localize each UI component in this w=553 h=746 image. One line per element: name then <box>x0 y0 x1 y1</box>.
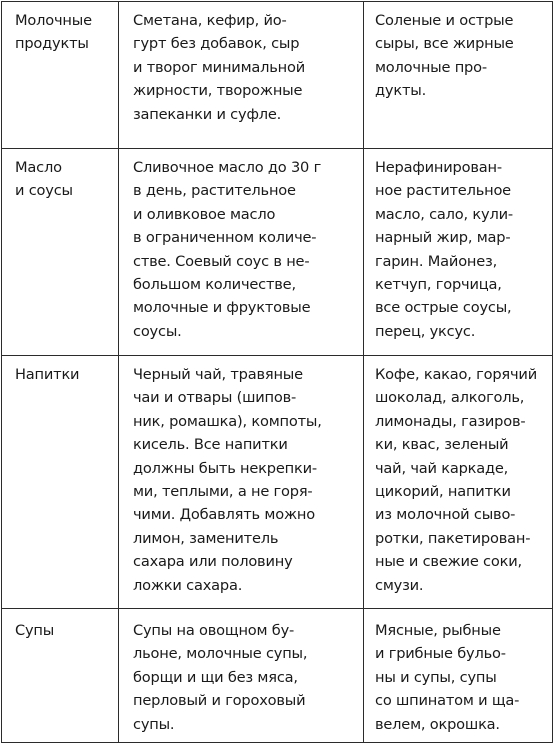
category-cell <box>2 356 119 609</box>
recommended-cell <box>119 2 364 149</box>
recommended-text: Супы на овощном бу- льоне, молочные супы, борщи и щи без мяса, перловый и гороховый супы. <box>133 622 308 733</box>
table-row-soups <box>2 609 553 743</box>
forbidden-cell <box>364 356 553 609</box>
recommended-cell <box>119 149 364 356</box>
recommended-cell <box>119 356 364 609</box>
recommended-text: Сметана, кефир, йо- гурт без добавок, сыр и творог минимальной жирности, творожные запеканки и суфле. <box>133 12 306 123</box>
table-row-dairy <box>2 2 553 149</box>
category-cell <box>2 609 119 743</box>
category-label: Молочные продукты <box>15 12 92 53</box>
forbidden-cell <box>364 2 553 149</box>
category-cell <box>2 149 119 356</box>
forbidden-text: Кофе, какао, горячий шоколад, алкоголь, лимонады, газиров- ки, квас, зеленый чай, чай каркаде, цикорий, напитки из молочной сыво- ротки, пакетирован- ные и свежие соки, смузи. <box>375 366 537 594</box>
table-row-oils <box>2 149 553 356</box>
category-cell <box>2 2 119 149</box>
category-label: Масло и соусы <box>15 159 73 200</box>
forbidden-text: Мясные, рыбные и грибные бульо- ны и супы, супы со шпинатом и ща- велем, окрошка. <box>375 622 520 733</box>
table-row-drinks <box>2 356 553 609</box>
forbidden-cell <box>364 149 553 356</box>
recommended-text: Сливочное масло до 30 г в день, растительное и оливковое масло в ограниченном количе- стве. Соевый соус в не- большом количестве, молочные и фруктовые соусы. <box>133 159 322 340</box>
category-label: Напитки <box>15 366 80 383</box>
forbidden-cell <box>364 609 553 743</box>
diet-table <box>1 1 553 743</box>
recommended-cell <box>119 609 364 743</box>
forbidden-text: Нерафинирован- ное растительное масло, сало, кули- нарный жир, мар- гарин. Майонез, кетчуп, горчица, все острые соусы, перец, уксус. <box>375 159 513 340</box>
forbidden-text: Соленые и острые сыры, все жирные молочные про- дукты. <box>375 12 514 100</box>
recommended-text: Черный чай, травяные чаи и отвары (шипов- ник, ромашка), компоты, кисель. Все напитки должны быть некрепки- ми, теплыми, а не горя- чими. Добавлять можно лимон, заменитель сахара или половину ложки сахара. <box>133 366 322 594</box>
category-label: Супы <box>15 622 55 639</box>
